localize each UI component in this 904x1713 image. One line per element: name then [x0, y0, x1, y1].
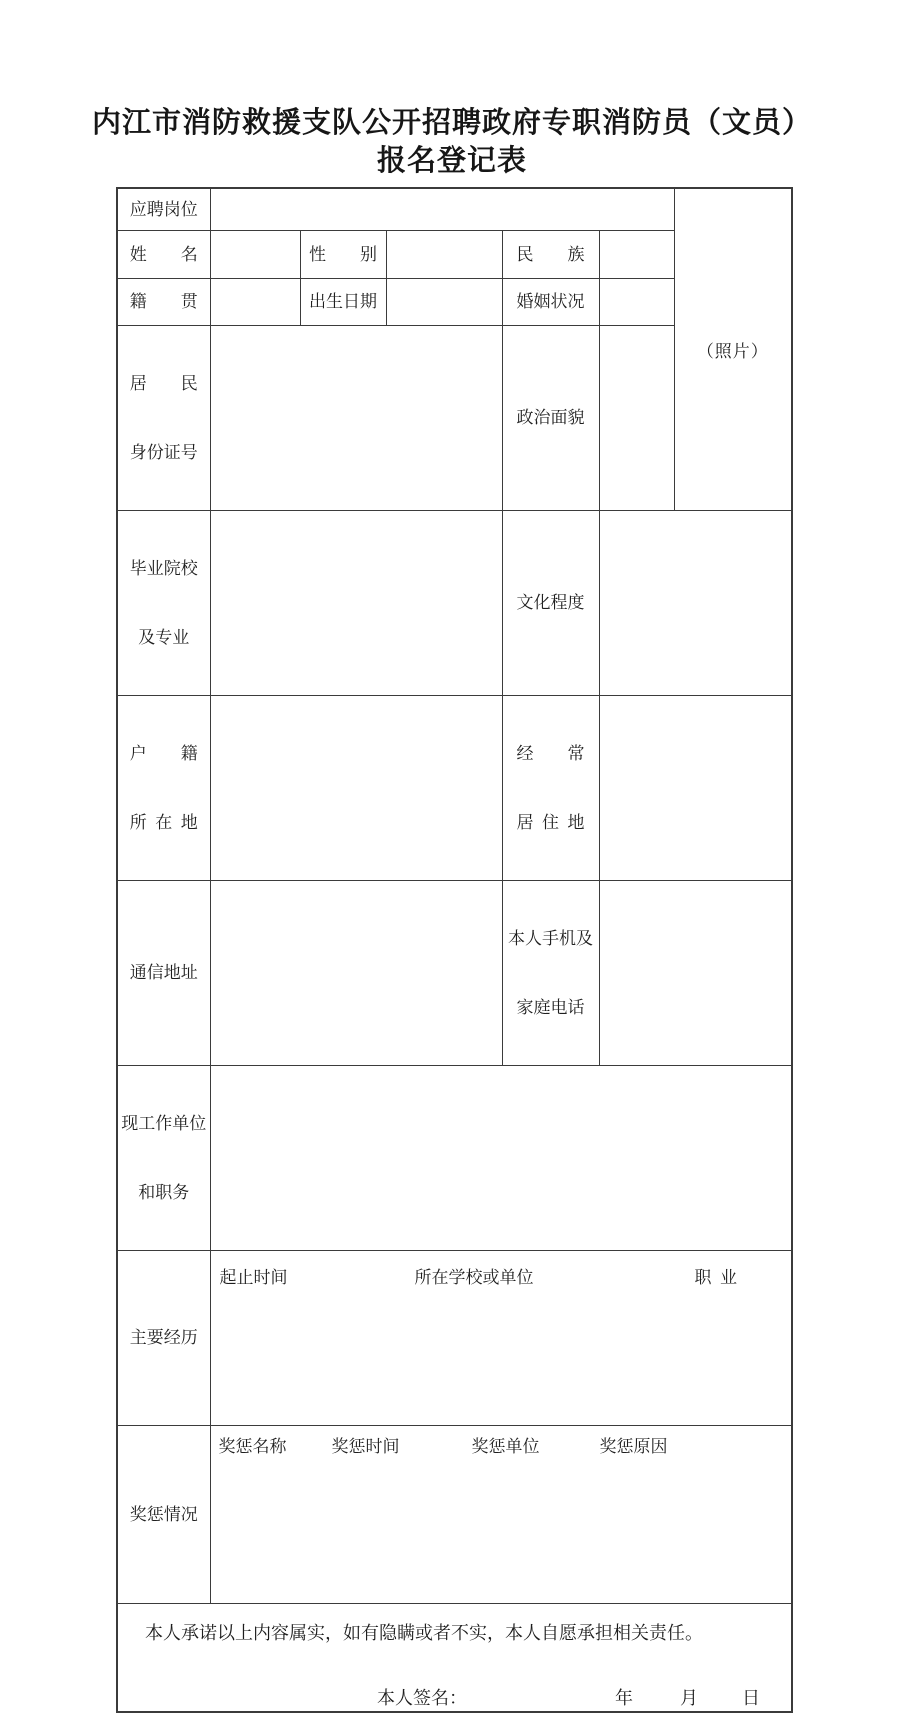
experience-content-cell — [210, 1250, 792, 1425]
political-status-value-cell — [599, 325, 674, 510]
row-position — [117, 188, 792, 230]
id-number-label-line2: 身份证号 — [129, 442, 198, 462]
phone-label-line1: 本人手机及 — [508, 928, 593, 948]
school-label-line2: 及专业 — [138, 627, 190, 647]
political-status-label: 政治面貌 — [502, 325, 599, 510]
household-label-line2: 所 在 地 — [129, 812, 198, 832]
signature-month-label: 月 — [680, 1687, 698, 1708]
photo-cell — [674, 188, 792, 510]
form-title-line2: 报名登记表 — [376, 145, 527, 177]
name-value-cell — [210, 230, 300, 278]
household-label-line1: 户 籍 — [129, 743, 198, 763]
work-unit-label-line1: 现工作单位 — [121, 1113, 207, 1133]
school-label-line1: 毕业院校 — [129, 558, 198, 578]
native-place-label: 籍 贯 — [117, 278, 210, 325]
phone-value-cell — [599, 880, 792, 1065]
experience-label: 主要经历 — [117, 1250, 210, 1425]
native-place-value-cell — [210, 278, 300, 325]
ethnicity-value-cell — [599, 230, 674, 278]
residence-label-line1: 经 常 — [516, 743, 585, 763]
id-number-value-cell — [210, 325, 502, 510]
id-number-label-line1: 居 民 — [129, 373, 198, 393]
residence-value-cell — [599, 695, 792, 880]
name-label: 姓 名 — [117, 230, 210, 278]
declaration-cell — [117, 1603, 792, 1712]
photo-placeholder: （照片） — [696, 341, 769, 361]
experience-col-time: 起止时间 — [219, 1267, 288, 1287]
experience-col-org: 所在学校或单位 — [414, 1267, 534, 1287]
experience-col-job: 职 业 — [694, 1267, 737, 1287]
work-unit-value-cell — [210, 1065, 792, 1250]
signature-day-label: 日 — [742, 1687, 760, 1708]
declaration-text: 本人承诺以上内容属实，如有隐瞒或者不实，本人自愿承担相关责任。 — [145, 1622, 703, 1643]
position-label: 应聘岗位 — [117, 188, 210, 230]
school-value-cell — [210, 510, 502, 695]
rewards-col-reason: 奖惩原因 — [599, 1436, 668, 1456]
row-experience — [117, 1250, 792, 1425]
signature-label: 本人签名： — [377, 1687, 467, 1708]
rewards-col-name: 奖惩名称 — [218, 1436, 287, 1456]
education-label: 文化程度 — [502, 510, 599, 695]
rewards-label: 奖惩情况 — [117, 1425, 210, 1603]
rewards-col-time: 奖惩时间 — [331, 1436, 400, 1456]
address-label: 通信地址 — [117, 880, 210, 1065]
form-title-line1: 内江市消防救援支队公开招聘政府专职消防员（文员） — [91, 107, 812, 139]
rewards-content-cell — [210, 1425, 792, 1603]
phone-label — [502, 880, 599, 1065]
row-household-residence — [117, 695, 792, 880]
household-label — [117, 695, 210, 880]
signature-year-label: 年 — [615, 1687, 633, 1708]
marital-status-value-cell — [599, 278, 674, 325]
education-value-cell — [599, 510, 792, 695]
row-rewards — [117, 1425, 792, 1603]
rewards-col-unit: 奖惩单位 — [471, 1436, 540, 1456]
birth-date-value-cell — [386, 278, 502, 325]
household-value-cell — [210, 695, 502, 880]
residence-label — [502, 695, 599, 880]
birth-date-label: 出生日期 — [300, 278, 386, 325]
phone-label-line2: 家庭电话 — [516, 997, 585, 1017]
row-declaration — [117, 1603, 792, 1712]
row-school-education — [117, 510, 792, 695]
registration-table — [116, 187, 793, 1713]
ethnicity-label: 民 族 — [502, 230, 599, 278]
residence-label-line2: 居 住 地 — [516, 812, 585, 832]
work-unit-label-line2: 和职务 — [138, 1182, 190, 1202]
school-label — [117, 510, 210, 695]
row-address-phone — [117, 880, 792, 1065]
address-value-cell — [210, 880, 502, 1065]
gender-value-cell — [386, 230, 502, 278]
id-number-label — [117, 325, 210, 510]
work-unit-label — [117, 1065, 210, 1250]
position-value-cell — [210, 188, 674, 230]
gender-label: 性 别 — [300, 230, 386, 278]
row-work-unit — [117, 1065, 792, 1250]
marital-status-label: 婚姻状况 — [502, 278, 599, 325]
form-title — [0, 104, 904, 180]
